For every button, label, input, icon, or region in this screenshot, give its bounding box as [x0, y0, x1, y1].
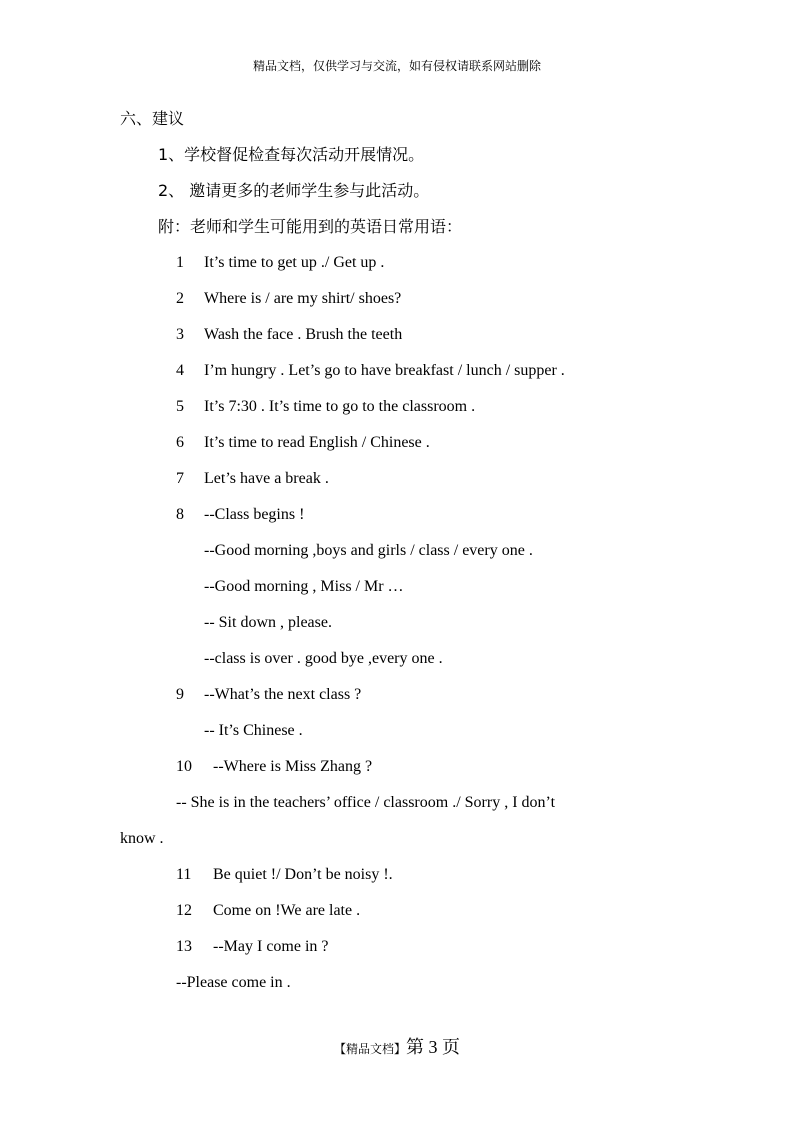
appendix-title: 附：老师和学生可能用到的英语日常用语： [158, 217, 463, 236]
phrase-text: Be quiet !/ Don’t be noisy !. [213, 866, 393, 883]
phrase-number: 13 [176, 938, 192, 955]
phrase-text: It’s time to read English / Chinese . [204, 434, 430, 451]
phrase-item [176, 361, 565, 381]
phrase-text: -- Sit down , please. [204, 614, 332, 631]
phrase-text: -- She is in the teachers’ office / classroom ./ Sorry , I don’t [176, 794, 556, 811]
phrase-item [176, 685, 361, 705]
phrase-text: --Good morning , Miss / Mr … [204, 578, 404, 595]
page-number: 第 3 页 [406, 1037, 460, 1057]
phrase-item [176, 901, 360, 921]
phrase-text: Let’s have a break . [204, 470, 329, 487]
phrase-text: -- It’s Chinese . [204, 722, 303, 739]
phrase-item [176, 325, 402, 345]
phrase-text: --class is over . good bye ,every one . [204, 650, 443, 667]
phrase-number: 3 [176, 326, 184, 343]
phrase-text: --What’s the next class ? [204, 686, 362, 703]
phrase-number: 9 [176, 686, 184, 703]
phrase-text: I’m hungry . Let’s go to have breakfast / lunch / supper . [204, 362, 565, 379]
page-header-notice: 精品文档，仅供学习与交流，如有侵权请联系网站删除 [252, 59, 541, 73]
phrase-text: --Where is Miss Zhang ? [213, 758, 373, 775]
phrase-number: 4 [176, 362, 184, 379]
phrase-number: 1 [176, 254, 184, 271]
phrase-item [176, 937, 329, 957]
phrase-number: 11 [176, 866, 192, 883]
phrase-text: Wash the face . Brush the teeth [204, 326, 403, 343]
phrase-number: 6 [176, 434, 184, 451]
page-footer [0, 1033, 794, 1059]
phrase-item [176, 433, 430, 453]
phrase-item [176, 253, 384, 273]
phrase-text: know . [120, 830, 164, 847]
phrase-text: --Please come in . [176, 974, 291, 991]
section-title: 六、建议 [120, 109, 185, 128]
phrase-item [176, 289, 401, 309]
phrase-item [176, 397, 475, 417]
phrase-number: 10 [176, 758, 192, 775]
suggestion-2: 2、 邀请更多的老师学生参与此活动。 [158, 181, 430, 200]
footer-tag: 【精品文档】 [333, 1042, 406, 1056]
phrase-text: --Class begins ! [204, 506, 305, 523]
phrase-text: --May I come in ? [213, 938, 329, 955]
phrase-text: Come on !We are late . [213, 902, 361, 919]
phrase-item [176, 505, 304, 525]
phrase-text: It’s time to get up ./ Get up . [204, 254, 385, 271]
phrase-text: Where is / are my shirt/ shoes? [204, 290, 402, 307]
phrase-number: 8 [176, 506, 184, 523]
phrase-item [176, 469, 329, 489]
phrase-number: 12 [176, 902, 192, 919]
phrase-text: --Good morning ,boys and girls / class / every one . [204, 542, 533, 559]
phrase-number: 2 [176, 290, 184, 307]
phrase-number: 5 [176, 398, 184, 415]
phrase-item [176, 865, 393, 885]
phrase-item [176, 757, 372, 777]
suggestion-1: 1、学校督促检查每次活动开展情况。 [158, 145, 425, 164]
phrase-text: It’s 7:30 . It’s time to go to the classroom . [204, 398, 476, 415]
phrase-number: 7 [176, 470, 184, 487]
